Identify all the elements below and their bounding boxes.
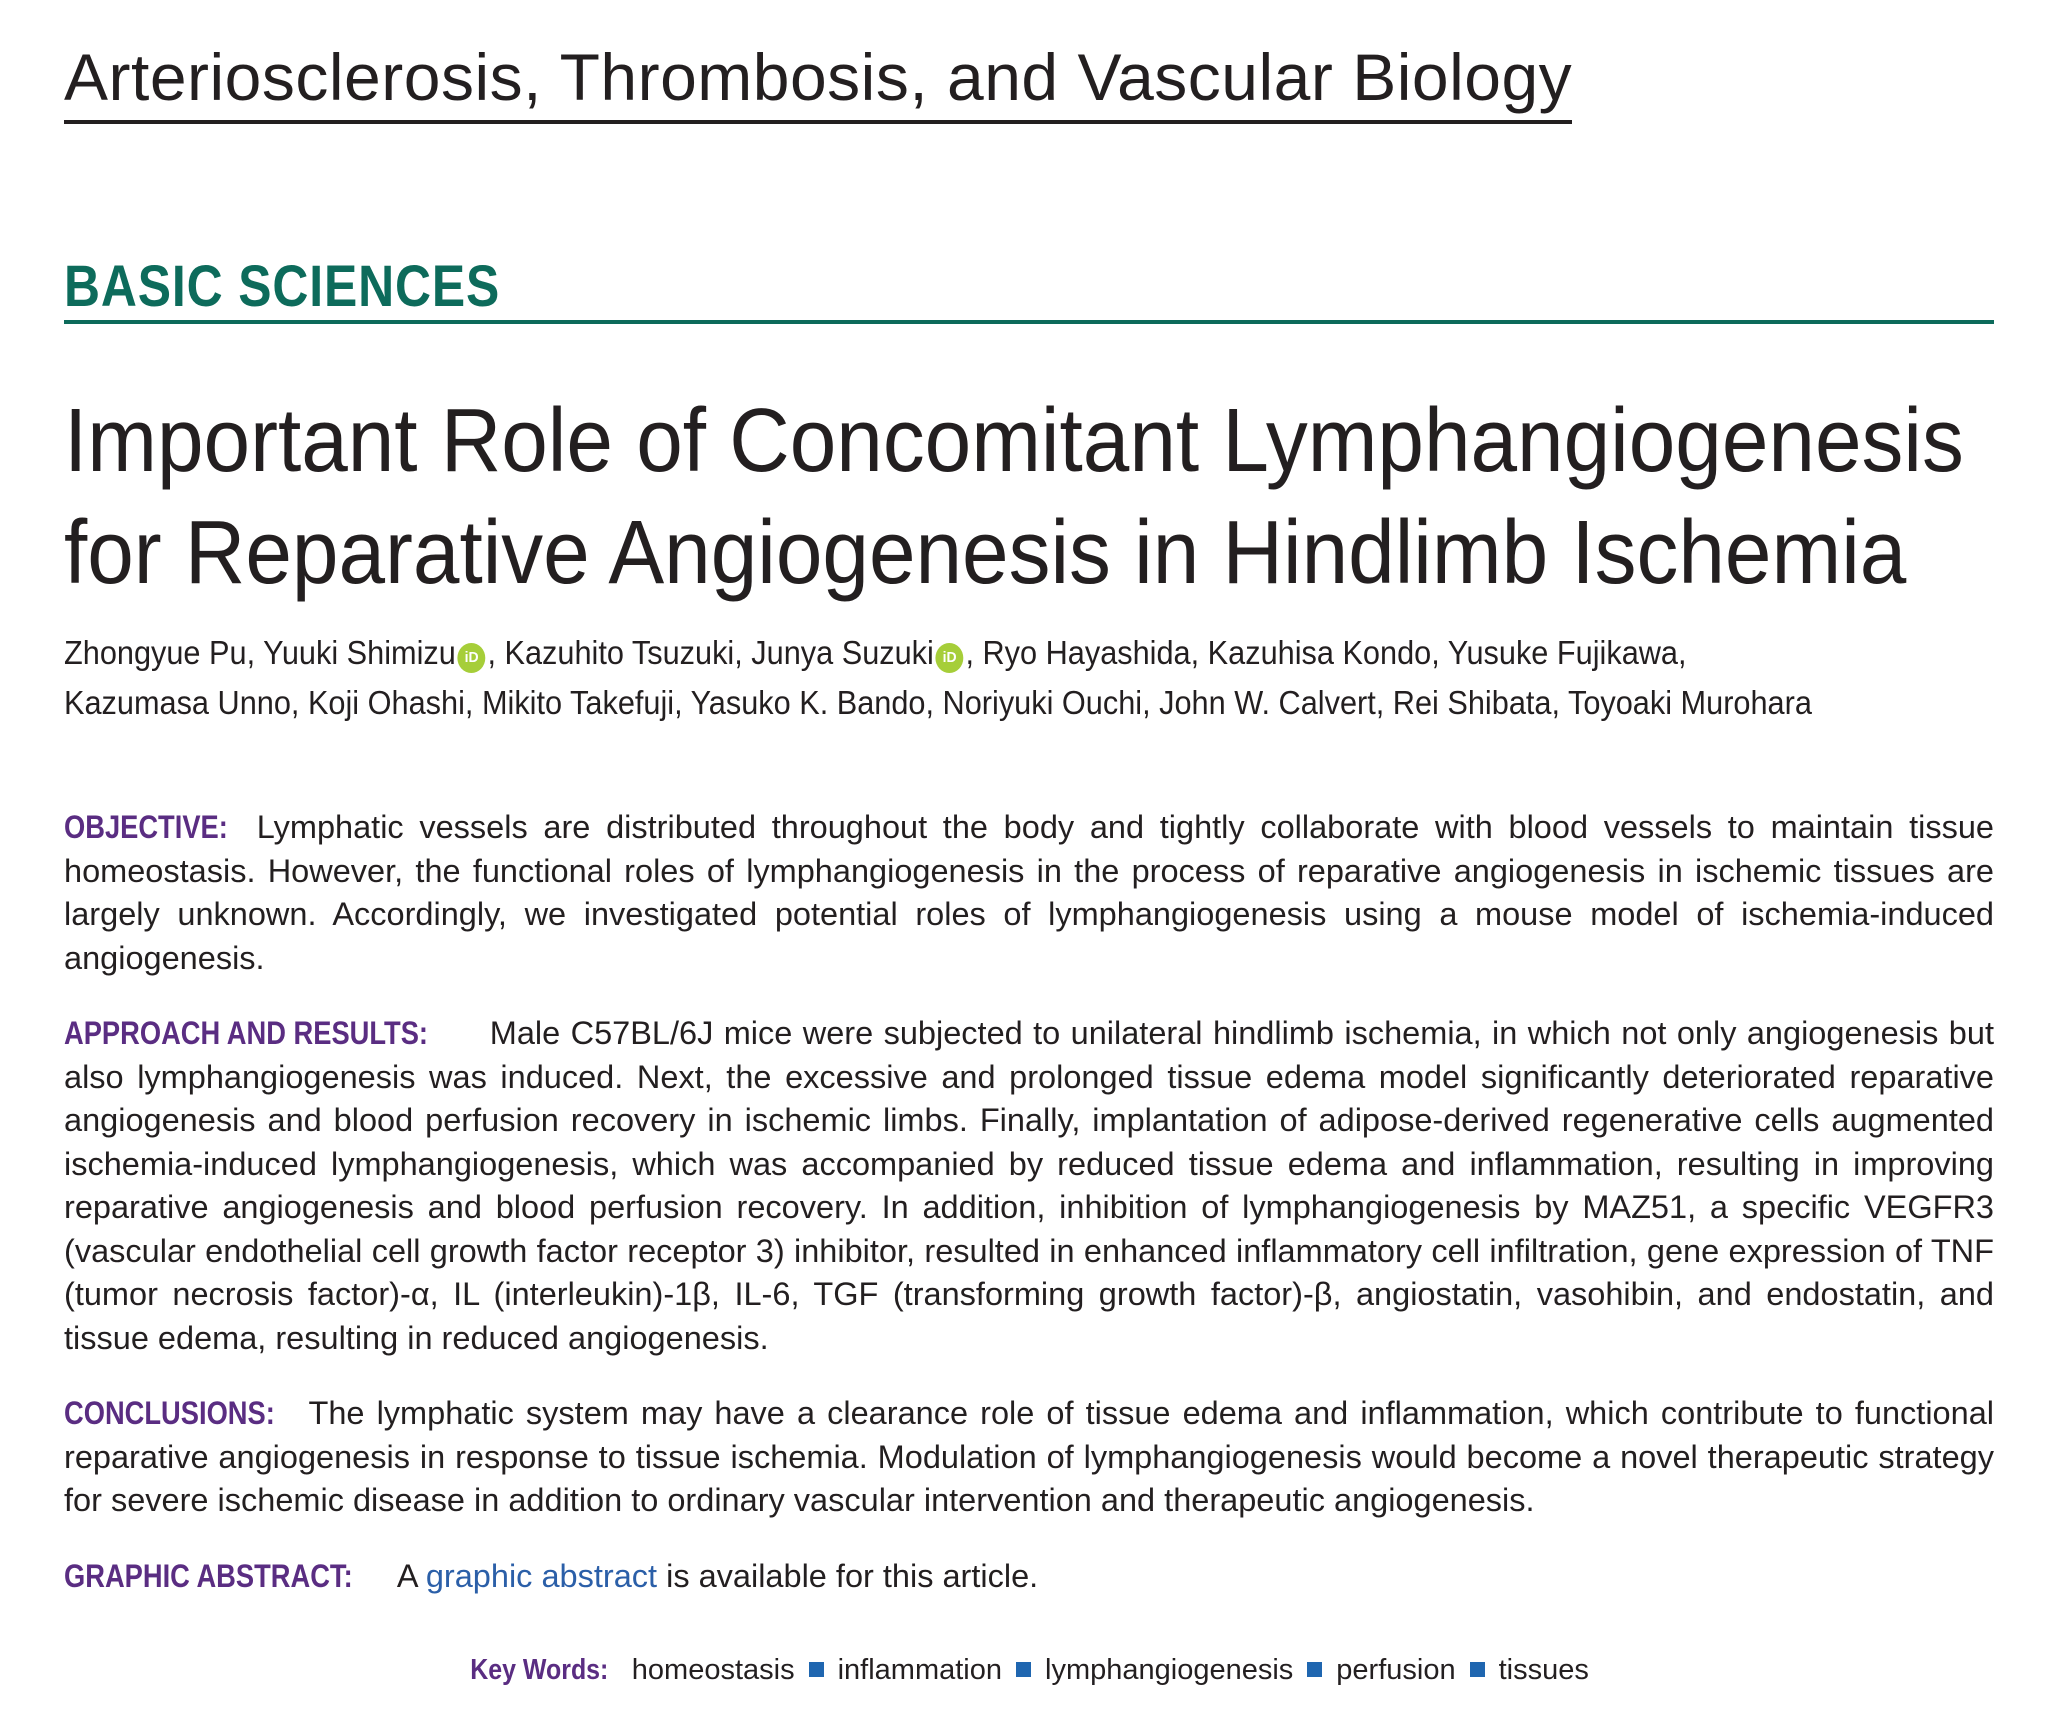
square-bullet-icon bbox=[1470, 1662, 1485, 1677]
author-text: , Ryo Hayashida, Kazuhisa Kondo, Yusuke Fujikawa, bbox=[965, 634, 1687, 671]
keywords bbox=[0, 1654, 2048, 1687]
keyword-item: lymphangiogenesis bbox=[1045, 1654, 1294, 1686]
section-header bbox=[64, 254, 1994, 324]
author-list bbox=[64, 628, 2014, 728]
section-label: BASIC SCIENCES bbox=[64, 254, 501, 319]
article-title-line-1: Important Role of Concomitant Lymphangiogenesis bbox=[64, 391, 1964, 491]
keyword-item: perfusion bbox=[1336, 1654, 1456, 1686]
square-bullet-icon bbox=[809, 1662, 824, 1677]
author-line-2: Kazumasa Unno, Koji Ohashi, Mikito Takefuji, Yasuko K. Bando, Noriyuki Ouchi, John W. Calvert, Rei Shibata, Toyoaki Murohara bbox=[64, 684, 1812, 721]
keyword-item: inflammation bbox=[837, 1654, 1003, 1686]
graphic-post-text: is available for this article. bbox=[666, 1557, 1039, 1594]
keyword-item: homeostasis bbox=[631, 1654, 795, 1686]
orcid-icon[interactable]: iD bbox=[936, 643, 964, 673]
approach-text: Male C57BL/6J mice were subjected to unilateral hindlimb ischemia, in which not only angiogenesis but also lymphangiogenesis was induced. Next, the excessive and prolonged tissue edema model significantly deteriorated reparative angiogenesis and blood perfusion recovery in ischemic limbs. Finally, implantation of adipose-derived regenerative cells augmented ischemia-induced lymphangiogenesis, which was accompanied by reduced tissue edema and inflammation, resulting in improving reparative angiogenesis and blood perfusion recovery. In addition, inhibition of lymphangiogenesis by MAZ51, a specific VEGFR3 (vascular endothelial cell growth factor receptor 3) inhibitor, resulted in enhanced inflammatory cell infiltration, gene expression of TNF (tumor necrosis factor)-α, IL (interleukin)-1β, IL-6, TGF (transforming growth factor)-β, angiostatin, vasohibin, and endostatin, and tissue edema, resulting in reduced angiogenesis. bbox=[64, 1015, 1994, 1356]
objective-text: Lymphatic vessels are distributed throughout the body and tightly collaborate with blood vessels to maintain tissue homeostasis. However, the functional roles of lymphangiogenesis in the process of reparative angiogenesis in ischemic tissues are largely unknown. Accordingly, we investigated potential roles of lymphangiogenesis using a mouse model of ischemia-induced angiogenesis. bbox=[64, 809, 1994, 976]
square-bullet-icon bbox=[1016, 1662, 1031, 1677]
abstract bbox=[64, 806, 1994, 1630]
keywords-label: Key Words: bbox=[470, 1654, 609, 1686]
objective-heading: OBJECTIVE: bbox=[64, 809, 228, 845]
abstract-graphic bbox=[64, 1555, 1994, 1599]
approach-heading: APPROACH AND RESULTS: bbox=[64, 1015, 429, 1051]
journal-title[interactable]: Arteriosclerosis, Thrombosis, and Vascular Biology bbox=[64, 44, 1572, 124]
article-title bbox=[64, 385, 2024, 609]
keyword-item: tissues bbox=[1498, 1654, 1589, 1686]
graphic-heading: GRAPHIC ABSTRACT: bbox=[64, 1557, 353, 1594]
abstract-conclusions bbox=[64, 1392, 1994, 1523]
conclusions-text: The lymphatic system may have a clearance role of tissue edema and inflammation, which contribute to functional reparative angiogenesis in response to tissue ischemia. Modulation of lymphangiogenesis would become a novel therapeutic strategy for severe ischemic disease in addition to ordinary vascular intervention and therapeutic angiogenesis. bbox=[64, 1395, 1994, 1518]
graphic-pre-text: A bbox=[396, 1557, 417, 1594]
conclusions-heading: CONCLUSIONS: bbox=[64, 1395, 275, 1431]
abstract-approach bbox=[64, 1012, 1994, 1360]
graphic-abstract-link[interactable]: graphic abstract bbox=[425, 1557, 658, 1594]
orcid-icon[interactable]: iD bbox=[458, 643, 486, 673]
author-line-1 bbox=[64, 628, 1878, 678]
article-title-line-2: for Reparative Angiogenesis in Hindlimb Ischemia bbox=[64, 503, 1907, 603]
author-text: , Kazuhito Tsuzuki, Junya Suzuki bbox=[487, 634, 934, 671]
author-text: Zhongyue Pu, Yuuki Shimizu bbox=[64, 634, 456, 671]
square-bullet-icon bbox=[1307, 1662, 1322, 1677]
abstract-objective bbox=[64, 806, 1994, 980]
